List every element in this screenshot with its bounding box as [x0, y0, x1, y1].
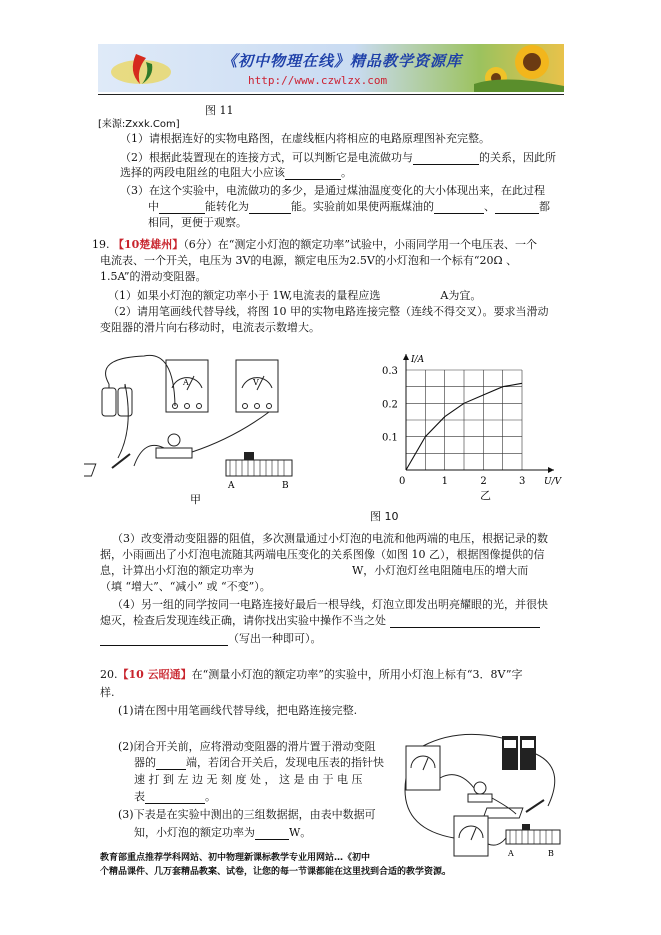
ammeter-icon: [454, 816, 488, 856]
switch-icon: [84, 454, 130, 476]
rheostat-icon: [226, 452, 292, 491]
q19-sub3-line2: 据，小雨画出了小灯泡电流随其两端电压变化的关系图像（如图 10 乙），根据图像提供的信: [100, 548, 545, 561]
footer-line2: 个精品课件、几万套精品教案、试卷，让您的每一节课都能在这里找到合适的教学资源。: [100, 867, 452, 877]
ammeter-icon: [166, 360, 208, 412]
q20-line1: 20.【10 云昭通】在“测量小灯泡的额定功率”的实验中，所用小灯泡上标有“3．8V”字: [100, 668, 523, 681]
y-tick-label: 0.3: [382, 366, 398, 377]
header-rule: [98, 94, 564, 95]
iv-chart: [372, 340, 572, 490]
answer-blank[interactable]: [156, 758, 186, 770]
q19-sub4-line3: （写出一种即可）。: [100, 632, 322, 646]
answer-blank[interactable]: [434, 202, 484, 214]
q19-sub4-line2: 熄灭，检查后发现连线正确，请你找出实验中操作不当之处: [100, 614, 540, 628]
battery-icon: [502, 736, 536, 770]
q19-sub3-line3: 息，计算出小灯泡的额定功率为 W，小灯泡灯丝电阻随电压的增大而: [100, 564, 529, 577]
y-axis-arrow: [403, 354, 409, 360]
q18-part1: （1）请根据连好的实物电路图，在虚线框内将相应的电路原理图补充完整。: [120, 132, 490, 145]
fig10-caption: 图 10: [370, 510, 399, 523]
q19-sub3-line1: （3）改变滑动变阻器的阻值，多次测量通过小灯泡的电流和他两端的电压，根据记录的数: [112, 532, 548, 545]
header-title: 《初中物理在线》精品教学资源库: [222, 52, 463, 70]
q20-sub2-line1: (2)闭合开关前，应将滑动变阻器的滑片置于滑动变阻: [118, 740, 376, 753]
y-tick-label: 0.2: [382, 399, 398, 411]
x-tick-label: 3: [519, 476, 526, 487]
q19-line3: 1.5A”的滑动变阻器。: [100, 270, 207, 283]
q19-source-tag: 【10楚雄州】: [113, 238, 184, 251]
q19-sub1: （1）如果小灯泡的额定功率小于 1W,电流表的量程应选 A为宜。: [108, 289, 482, 302]
logo-icon: [106, 48, 176, 88]
switch-icon: [483, 800, 544, 818]
q20-source-tag: 【10 云昭通】: [117, 668, 192, 681]
x-axis-label: U/V: [544, 477, 562, 487]
circuit-figure-q20: [398, 728, 568, 863]
q20-sub1: (1)请在图中用笔画线代替导线，把电路连接完整.: [118, 704, 358, 717]
answer-blank[interactable]: [285, 168, 341, 180]
fig-yi-label: 乙: [480, 489, 491, 502]
q19-line2: 电流表、一个开关，电压为 3V的电源，额定电压为2.5V的小灯泡和一个标有“20Ω 、: [100, 254, 518, 267]
q20-sub3-line2: 知，小灯泡的额定功率为 W。: [134, 826, 312, 839]
svg-text:A: A: [508, 849, 514, 858]
fig-jia-label: 甲: [190, 493, 201, 506]
footer-line1: 教育部重点推荐学科网站、初中物理新课标教学专业用网站…《初中: [100, 853, 371, 863]
y-tick-label: 0.1: [382, 432, 398, 444]
svg-text:B: B: [282, 481, 289, 491]
q19-number: 19.: [92, 238, 110, 251]
x-tick-label: 1: [441, 476, 449, 487]
answer-blank[interactable]: [145, 792, 205, 804]
svg-text:A: A: [183, 378, 189, 387]
answer-blank[interactable]: [100, 634, 228, 646]
q20-sub3-line1: (3)下表是在实验中测出的三组数据据，由表中数据可: [118, 808, 376, 821]
q20-line2: 样.: [100, 686, 115, 699]
y-axis-label: I/A: [411, 355, 425, 365]
q18-part3-line3: 相同，更便于观察。: [148, 216, 247, 229]
fig11-label: 图 11: [205, 104, 234, 117]
q19-sub4-line1: （4）另一组的同学按同一电路连接好最后一根导线，灯泡立即发出明亮耀眼的光，并很快: [112, 598, 548, 611]
q19-sub2-line1: （2）请用笔画线代替导线，将图 10 甲的实物电路连接完整（连线不得交叉）。要求当滑动: [108, 305, 549, 318]
answer-blank[interactable]: [413, 153, 479, 165]
x-tick-label: 2: [480, 476, 487, 487]
q18-part2-line2: 选择的两段电阻丝的电阻大小应该 。: [120, 166, 352, 179]
x-axis-arrow: [548, 467, 554, 473]
rheostat-icon: [506, 824, 560, 858]
svg-text:B: B: [548, 849, 554, 858]
q20-number: 20.: [100, 668, 118, 681]
q18-part3-line1: （3）在这个实验中，电流做功的多少，是通过煤油温度变化的大小体现出来，在此过程: [120, 184, 545, 197]
answer-blank[interactable]: [390, 616, 540, 628]
x-tick-label: 0: [399, 476, 406, 487]
source-note: [来源:Zxxk.Com]: [98, 119, 180, 130]
voltmeter-icon: [236, 360, 278, 412]
q18-part2-line1: （2）根据此装置现在的连接方式，可以判断它是电流做功与 的关系，因此所: [120, 151, 556, 164]
answer-blank[interactable]: [495, 202, 539, 214]
q20-sub2-line2: 器的 端，若闭合开关后，发现电压表的指针快: [134, 756, 384, 769]
svg-text:V: V: [253, 378, 259, 387]
sunflower-image: [474, 44, 564, 92]
svg-text:A: A: [228, 481, 235, 491]
q20-sub2-line3: 速 打 到 左 边 无 刻 度 处 ， 这 是 由 于 电 压: [134, 773, 363, 786]
q19-sub2-line2: 变阻器的滑片向右移动时，电流表示数增大。: [100, 321, 320, 334]
header-url[interactable]: http://www.czwlzx.com: [248, 74, 388, 87]
q19-line1: 19. 【10楚雄州】（6分）在“测定小灯泡的额定功率”试验中，小雨同学用一个电压表、一个: [92, 238, 538, 251]
header-banner: [98, 44, 564, 92]
voltmeter-icon: [406, 746, 440, 790]
answer-blank[interactable]: [159, 202, 205, 214]
q19-sub3-line4: （填 “增大”、“减小” 或 “不变”）。: [100, 580, 271, 593]
circuit-figure-jia: [84, 348, 364, 518]
q18-part3-line2: 中 能转化为 能。实验前如果使两瓶煤油的 、 都: [148, 200, 550, 213]
q20-sub2-line4: 表 。: [134, 790, 216, 803]
light-bulb-icon: [156, 434, 192, 458]
answer-blank[interactable]: [255, 828, 289, 840]
answer-blank[interactable]: [249, 202, 291, 214]
